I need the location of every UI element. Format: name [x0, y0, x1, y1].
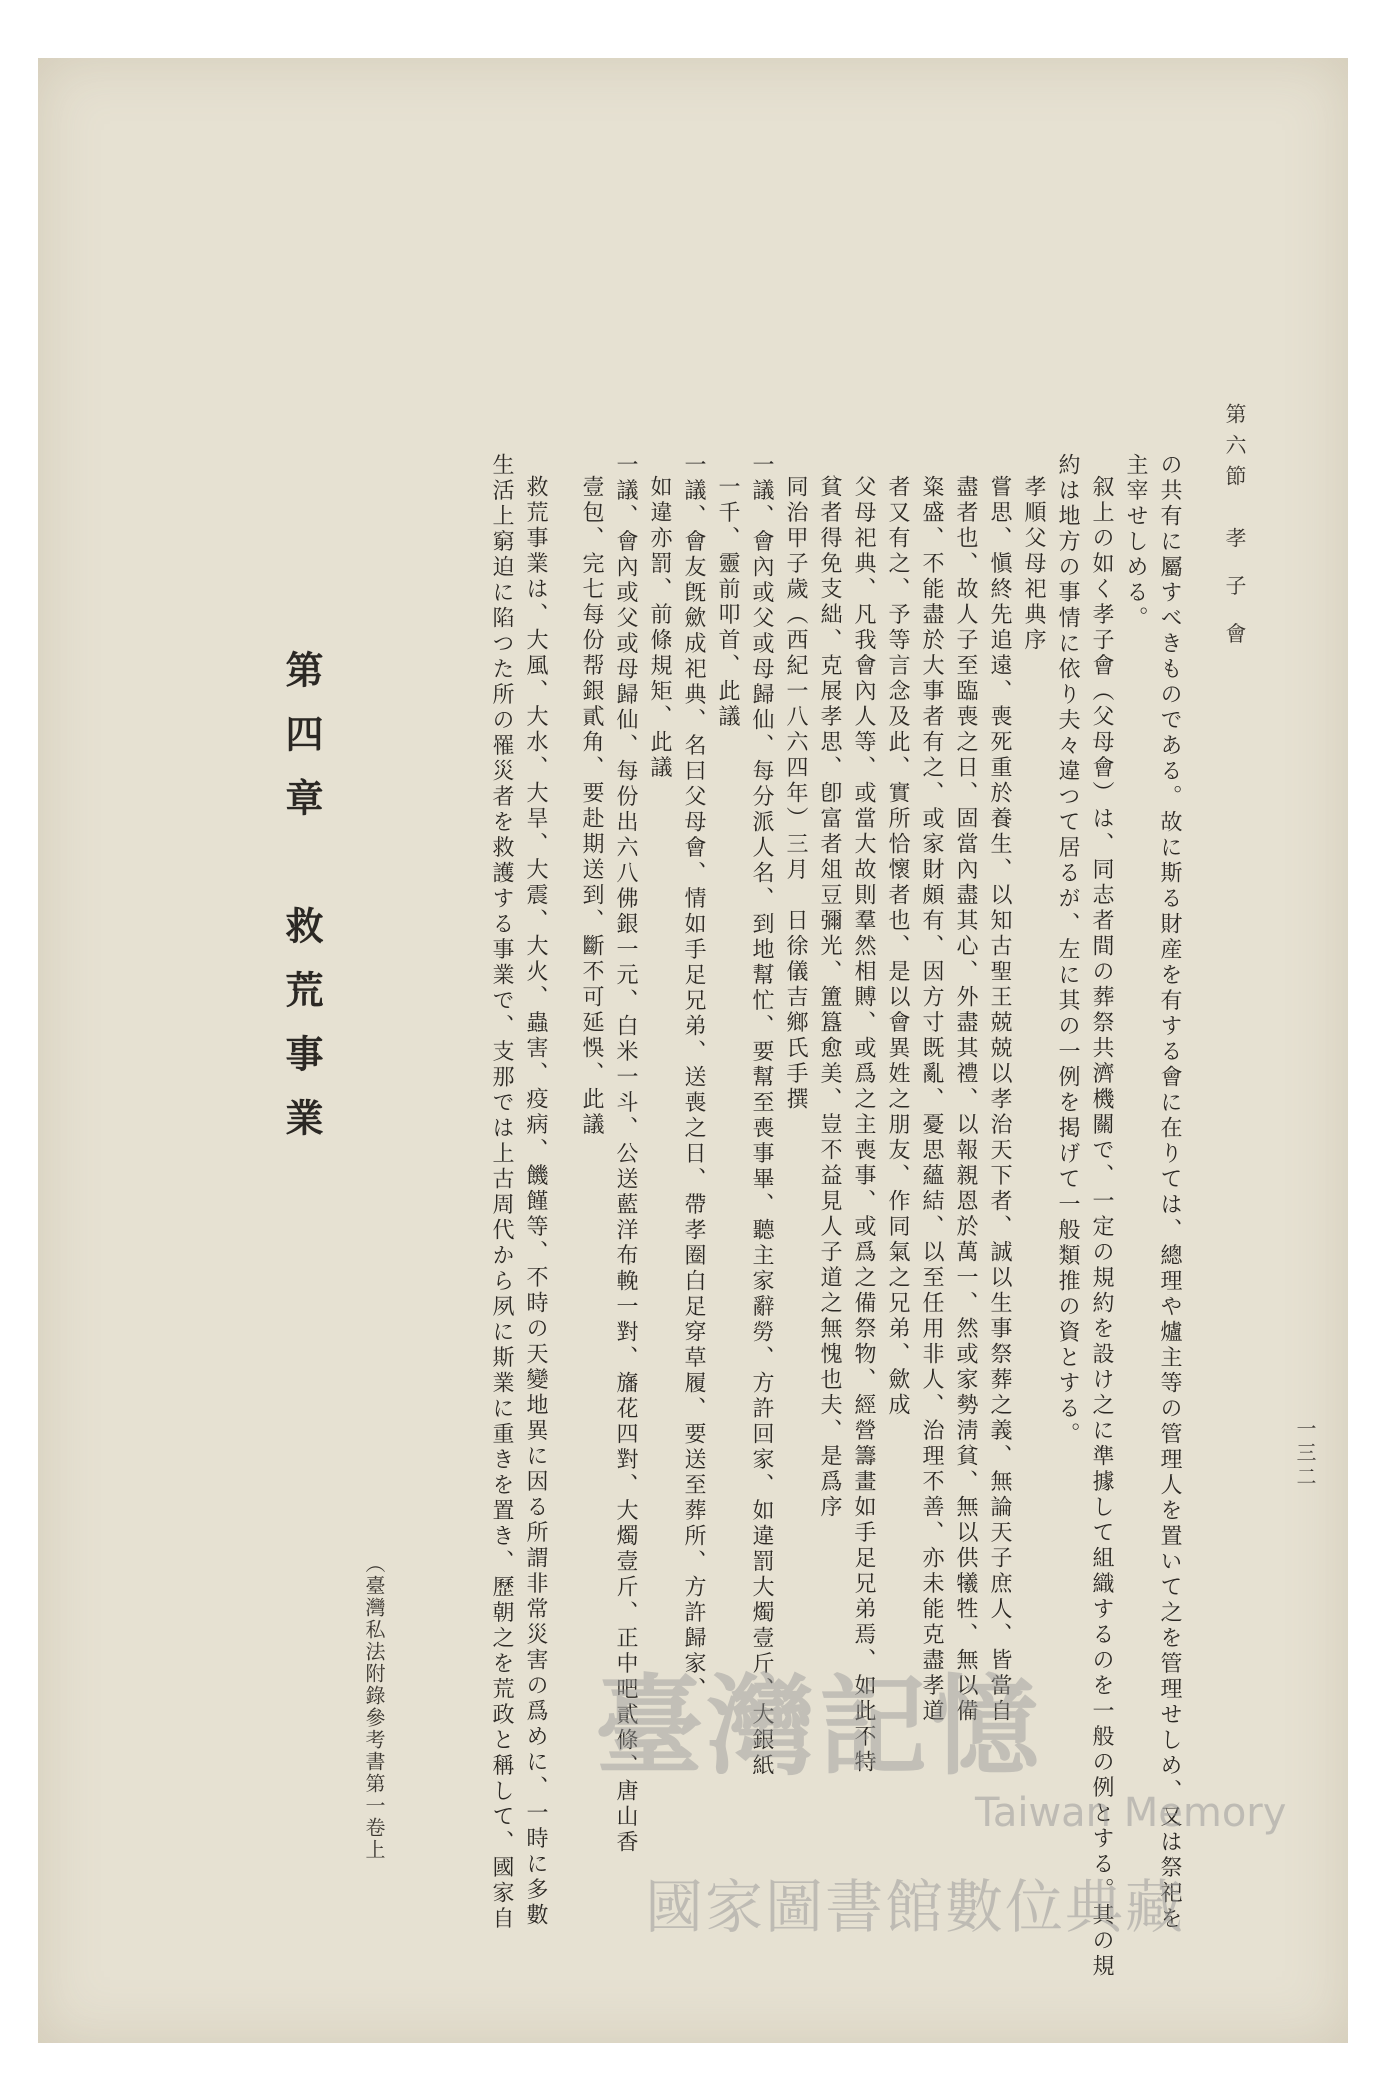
text-line: の共有に屬すべきものである。故に斯る財産を有する會に在りては、總理や爐主等の管理人を置いて之を管理せしめ、又は祭祀を [1157, 453, 1182, 1932]
text-line: 叙上の如く孝子會（父母會）は、同志者間の葬祭共濟機關で、一定の規約を設け之に準據して組織するのを一般の例とする。其の規 [1089, 475, 1114, 1980]
page-number: 一三二 [1293, 1418, 1317, 1490]
text-line: 孝順父母祀典序 [1021, 475, 1046, 654]
text-line: 嘗思、愼終先追遠、喪死重於養生、以知古聖王兢兢以孝治天下者、誠以生事祭葬之義、無論天子庶人、皆當自 [987, 475, 1012, 1725]
text-line: 一千、靈前叩首、此議 [715, 475, 740, 730]
text-line: 壹包、完七每份帮銀貳角、要赴期送到、斷不可延悞、此議 [579, 475, 604, 1138]
source-note: （臺灣私法附錄參考書第一卷上 [362, 1553, 386, 1861]
text-line: 盡者也、故人子至臨喪之日、固當內盡其心、外盡其禮、以報親恩於萬一、然或家勢淸貧、無以供犧牲、無以備 [953, 475, 978, 1725]
text-line: 同治甲子歲（西紀一八六四年）三月 日徐儀吉鄉氏手撰 [783, 475, 808, 1113]
text-line: 約は地方の事情に依り夫々違つて居るが、左に其の一例を掲げて一般類推の資とする。 [1055, 453, 1080, 1448]
text-line: 父母祀典、凡我會內人等、或當大故則羣然相賻、或爲之主喪事、或爲之備祭物、經營籌畫如手足兄弟焉、如此不特 [851, 475, 876, 1776]
text-line: 者又有之、予等言念及此、實所恰懷者也、是以會異姓之朋友、作同氣之兄弟、歛成 [885, 475, 910, 1419]
text-line: 主宰せしめる。 [1123, 453, 1148, 632]
watermark-org: 國家圖書館數位典藏 [645, 1873, 1186, 1941]
text-line: 一議、會內或父或母歸仙、每份出六八佛銀一元、白米一斗、公送藍洋布輓一對、旛花四對、大燭壹斤、正中吧貳條、唐山香 [613, 453, 638, 1856]
text-line: 一議、會友旣歛成祀典、名曰父母會、情如手足兄弟、送喪之日、帶孝圈白足穿草履、要送至葬所、方許歸家、 [681, 453, 706, 1703]
chapter-title: 第四章 救荒事業 [279, 650, 324, 1162]
watermark-logo: 臺灣記憶 [595, 1664, 1044, 1790]
text-line: 生活上窮迫に陷つた所の罹災者を救護する事業で、支那では上古周代から夙に斯業に重きを置き、歷朝之を荒政と稱して、國家自 [489, 453, 514, 1932]
text-line: 貧者得免支絀、克展孝思、卽富者俎豆彌光、簠簋愈美、豈不益見人子道之無愧也夫、是爲序 [817, 475, 842, 1521]
text-line: 一議、會內或父或母歸仙、每分派人名、到地幫忙、要幫至喪事畢、聽主家辭勞、方許回家、如違罰大燭壹斤、大銀紙 [749, 453, 774, 1779]
section-header: 第六節 孝 子 會 [1223, 403, 1247, 654]
text-line: 粢盛、不能盡於大事者有之、或家財頗有、因方寸既亂、憂思蘊結、以至任用非人、治理不善、亦未能克盡孝道 [919, 475, 944, 1725]
watermark-english: Taiwan Memory [975, 1790, 1287, 1836]
text-line: 如違亦罰、前條規矩、此議 [647, 475, 672, 781]
text-line: 救荒事業は、大風、大水、大旱、大震、大火、蟲害、疫病、饑饉等、不時の天變地異に因る所謂非常災害の爲めに、一時に多數 [523, 475, 548, 1929]
